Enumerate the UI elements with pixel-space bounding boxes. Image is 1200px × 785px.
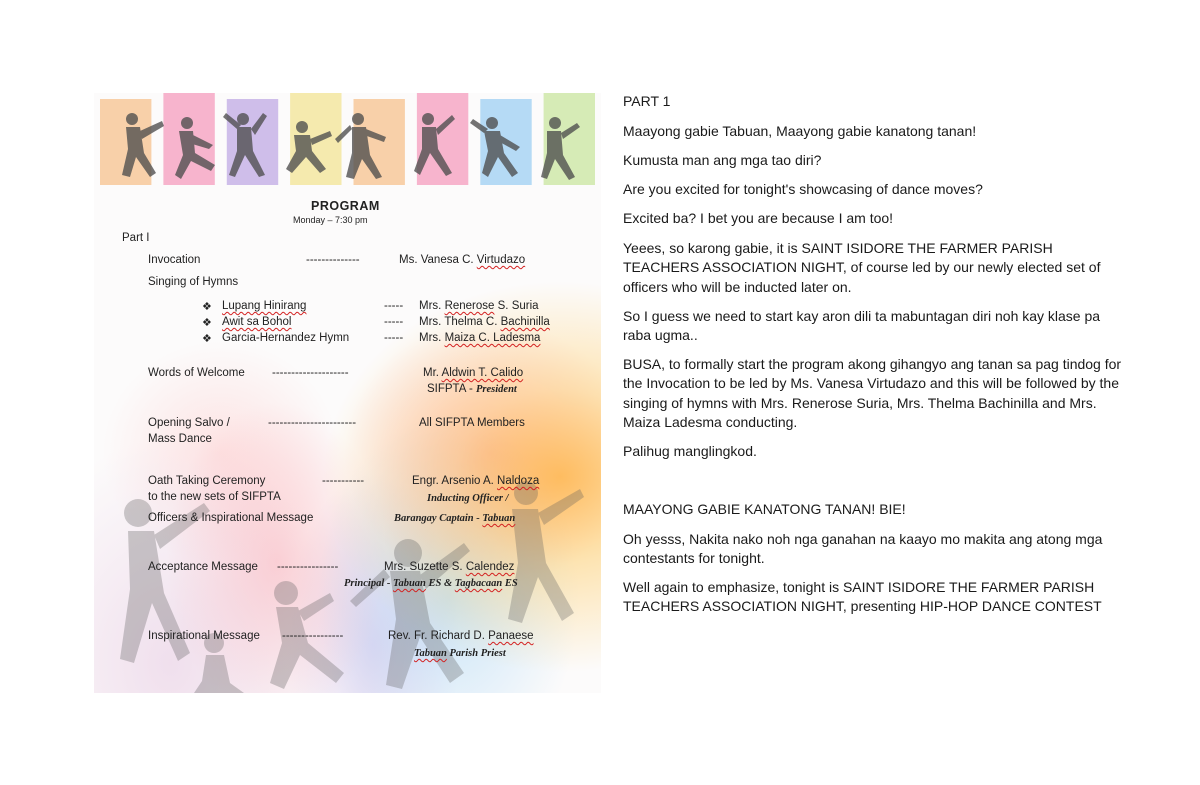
script-paragraph: BUSA, to formally start the program akong gihangyo ang tanan sa pag tindog for the Invocation to be led by Ms. Vanesa Virtudazo and this will be followed by the singing of hymns with Mrs. Renerose Suria, Mrs. Thelma Bachinilla and Mrs. Maiza Ladesma conducting.	[623, 356, 1122, 431]
script-paragraph: Yeees, so karong gabie, it is SAINT ISIDORE THE FARMER PARISH TEACHERS ASSOCIATION NIGHT, of course led by our newly elected set of officers who will be inducted later on.	[623, 240, 1101, 295]
dancer-silhouette	[508, 481, 584, 623]
welcome-name: Mr. Aldwin T. Calido	[423, 367, 524, 379]
oath-role-2: Barangay Captain - Tabuan	[394, 513, 516, 524]
dancer-silhouette	[194, 633, 244, 693]
script-paragraph: Palihug manglingkod.	[623, 443, 757, 459]
salvo-dashes: -----------------------	[268, 417, 357, 429]
inspirational-label: Inspirational Message	[148, 630, 260, 642]
program-title: PROGRAM	[311, 199, 380, 213]
oath-dashes: -----------	[322, 475, 365, 487]
bullet-icon: ❖	[202, 317, 212, 329]
hymn-conductor: Mrs. Maiza C. Ladesma	[419, 332, 541, 344]
bullet-icon: ❖	[202, 301, 212, 313]
oath-name: Engr. Arsenio A. Naldoza	[412, 475, 540, 487]
hymn-title: Lupang Hinirang	[222, 300, 307, 312]
invocation-name: Ms. Vanesa C. Virtudazo	[399, 254, 526, 266]
hymn-title: Garcia-Hernandez Hymn	[222, 332, 350, 344]
singing-label: Singing of Hymns	[148, 276, 239, 288]
acceptance-name: Mrs. Suzette S. Calendez	[384, 561, 515, 573]
welcome-role: SIFPTA - President	[427, 383, 517, 395]
acceptance-label: Acceptance Message	[148, 561, 258, 573]
dancer-banner	[94, 93, 601, 197]
inspirational-dashes: ----------------	[282, 630, 344, 642]
welcome-label: Words of Welcome	[148, 367, 245, 379]
script-paragraph: Oh yesss, Nakita nako noh nga ganahan na kaayo mo makita ang atong mga contestants for tonight.	[623, 531, 1103, 567]
program-image	[94, 93, 601, 693]
salvo-label-2: Mass Dance	[148, 433, 212, 445]
acceptance-dashes: ----------------	[277, 561, 339, 573]
script-heading: PART 1	[623, 93, 671, 109]
oath-role: Inducting Officer /	[427, 493, 509, 504]
oath-label-3: Officers & Inspirational Message	[148, 512, 314, 524]
inspirational-role: Tabuan Parish Priest	[414, 648, 506, 659]
salvo-label: Opening Salvo /	[148, 417, 230, 429]
script-paragraph: Are you excited for tonight's showcasing of dance moves?	[623, 181, 983, 197]
hymn-dashes: -----	[384, 316, 404, 328]
script-paragraph: So I guess we need to start kay aron dili ta mabuntagan diri noh kay klase pa raba ugma..	[623, 308, 1101, 344]
script-paragraph: Well again to emphasize, tonight is SAINT ISIDORE THE FARMER PARISH TEACHERS ASSOCIATION NIGHT, presenting HIP-HOP DANCE CONTEST	[623, 579, 1102, 615]
welcome-dashes: --------------------	[272, 367, 349, 379]
program-part: Part I	[122, 232, 150, 244]
script-paragraph: Maayong gabie Tabuan, Maayong gabie kanatong tanan!	[623, 123, 977, 139]
hymn-conductor: Mrs. Renerose S. Suria	[419, 300, 539, 312]
acceptance-role: Principal - Tabuan ES & Tagbacaan ES	[344, 578, 518, 589]
oath-label-2: to the new sets of SIFPTA	[148, 491, 281, 503]
script-paragraph: MAAYONG GABIE KANATONG TANAN! BIE!	[623, 501, 906, 517]
hymn-conductor: Mrs. Thelma C. Bachinilla	[419, 316, 550, 328]
program-subtitle: Monday – 7:30 pm	[293, 215, 368, 225]
hymn-dashes: -----	[384, 300, 404, 312]
hymn-dashes: -----	[384, 332, 404, 344]
inspirational-name: Rev. Fr. Richard D. Panaese	[388, 630, 534, 642]
oath-label: Oath Taking Ceremony	[148, 475, 266, 487]
salvo-value: All SIFPTA Members	[419, 417, 525, 429]
invocation-label: Invocation	[148, 254, 201, 266]
script-paragraph: Excited ba? I bet you are because I am too!	[623, 210, 894, 226]
invocation-dashes: --------------	[306, 254, 360, 266]
hymn-title: Awit sa Bohol	[222, 316, 292, 328]
bullet-icon: ❖	[202, 333, 212, 345]
script-paragraph: Kumusta man ang mga tao diri?	[623, 152, 822, 168]
